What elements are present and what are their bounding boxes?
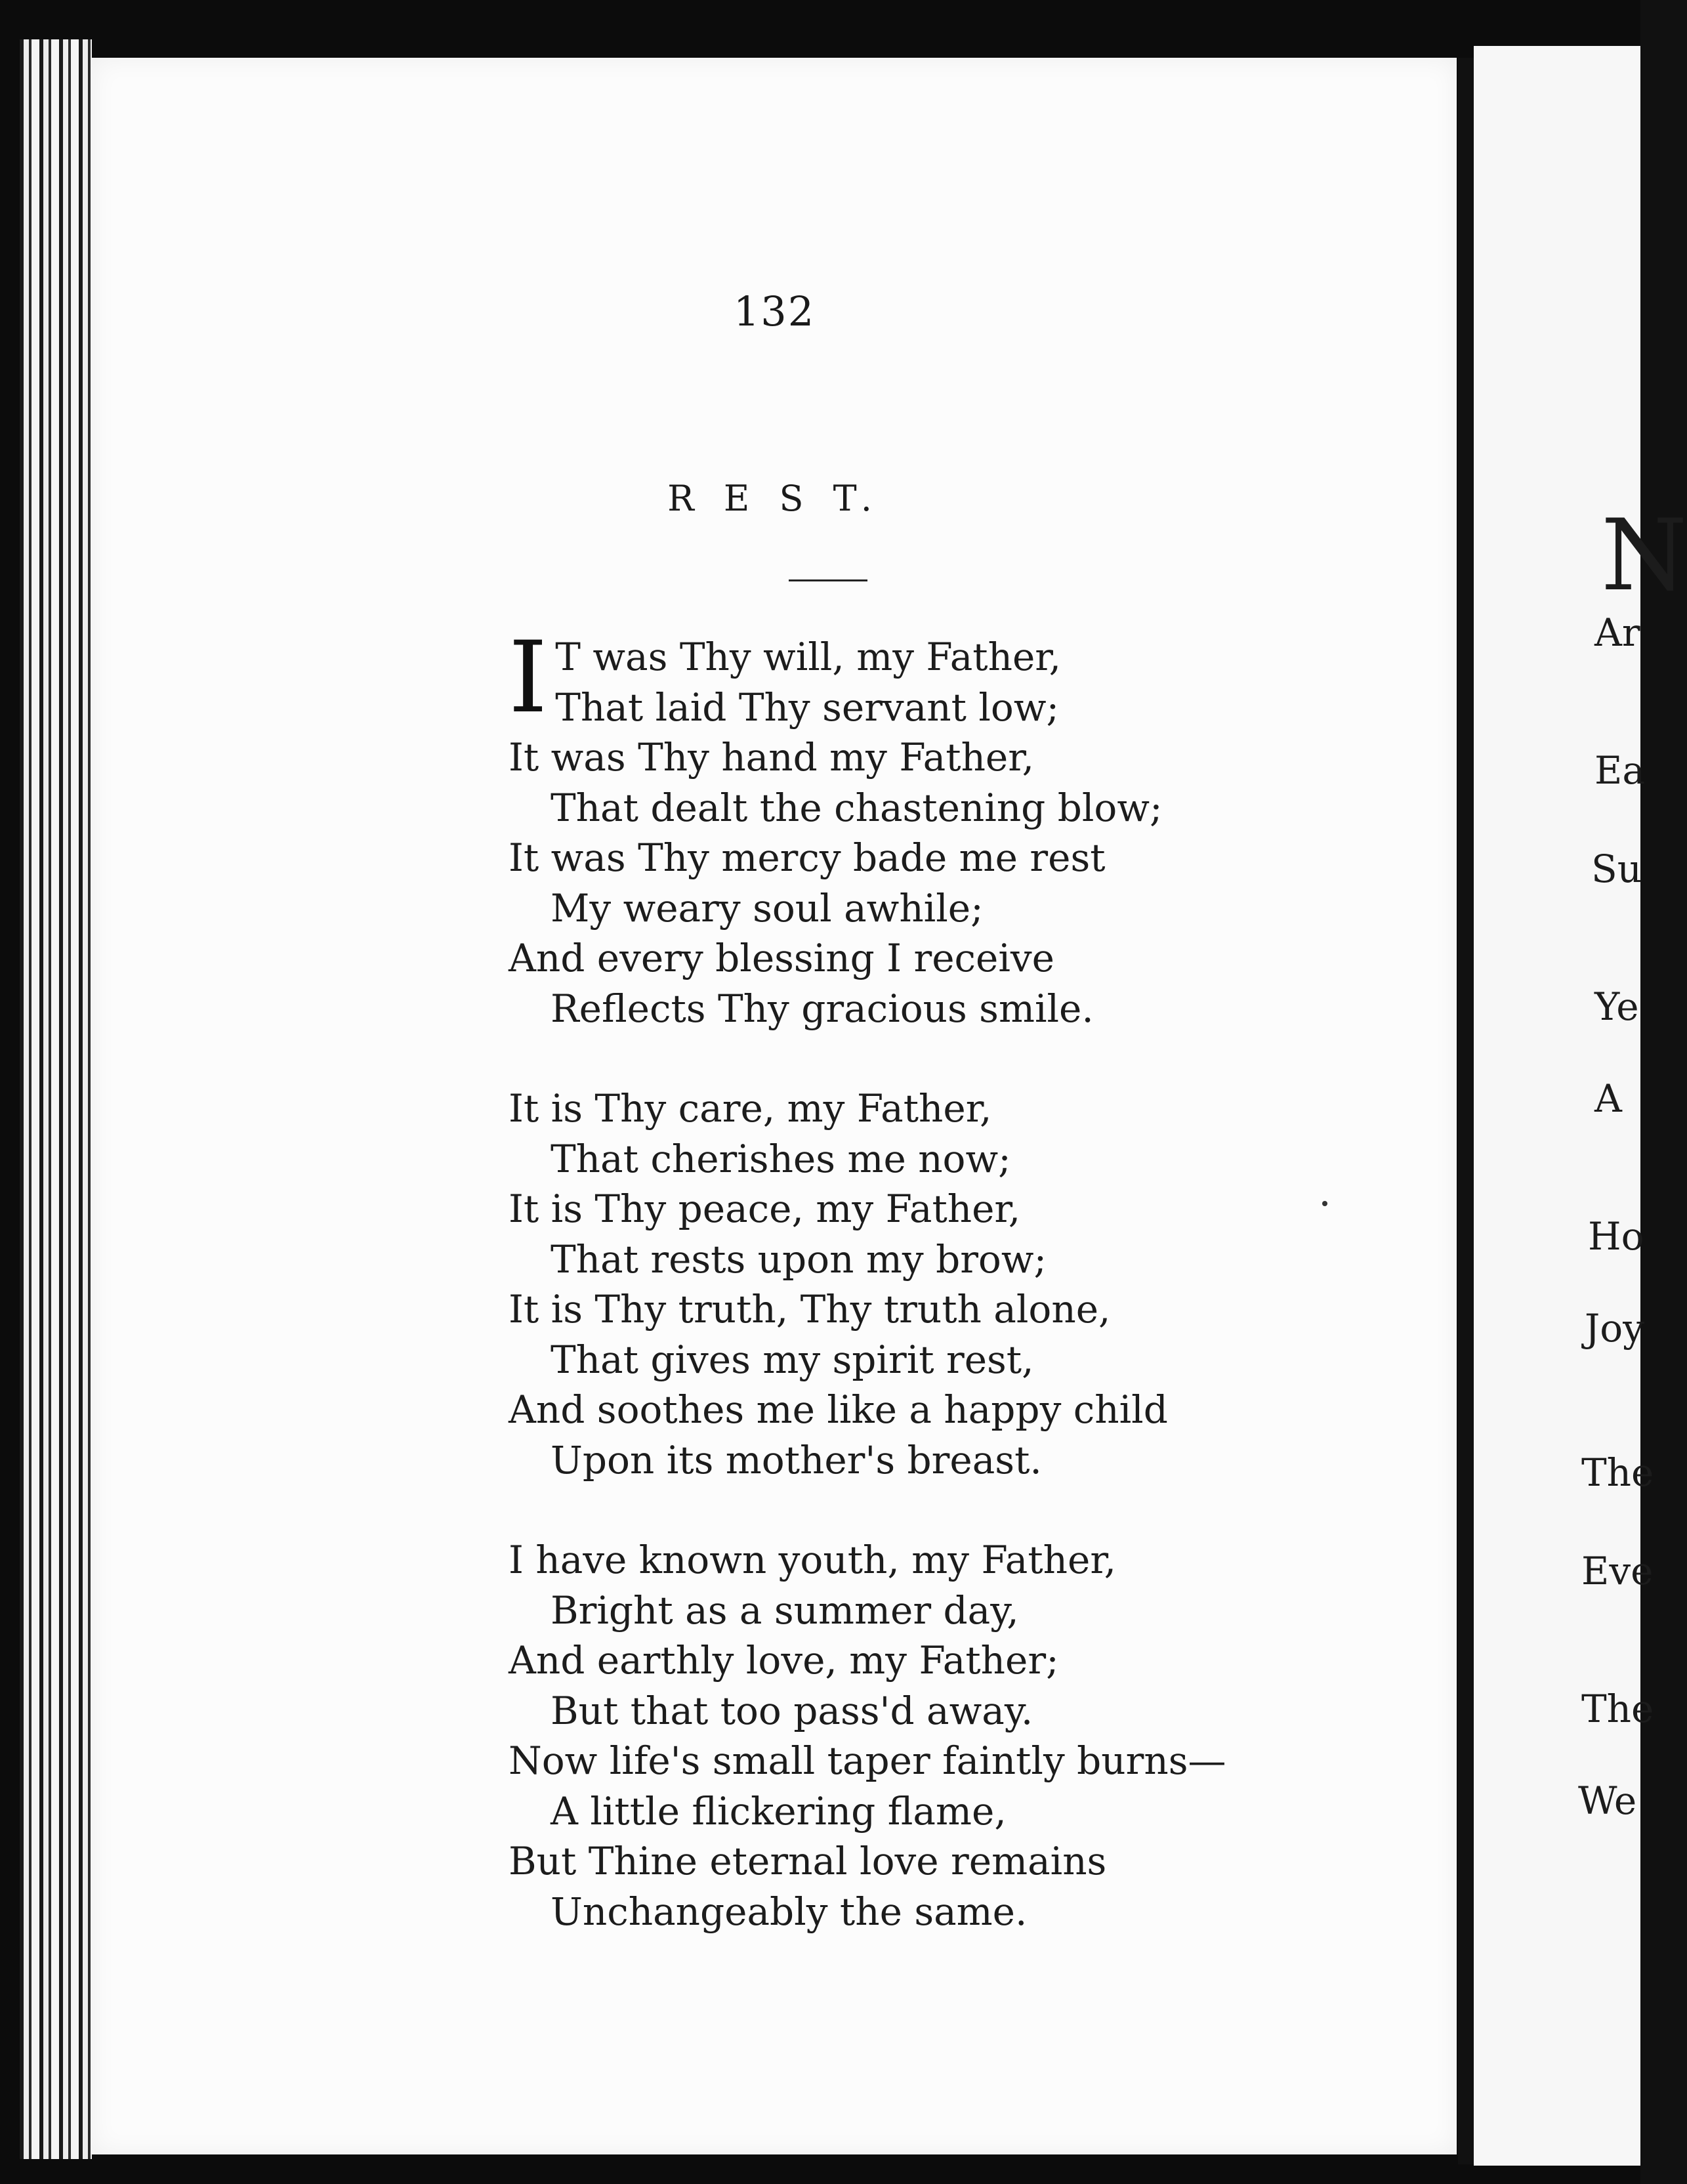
poem-line-text: That gives my spirit rest, — [551, 1337, 1034, 1382]
poem-line — [509, 933, 1427, 984]
facing-page-fragment: We — [1578, 1778, 1637, 1823]
stanza — [509, 1535, 1427, 1937]
poem-line-text: My weary soul awhile; — [551, 885, 984, 931]
page-number: 132 — [733, 287, 816, 335]
poem-line-text: That laid Thy servant low; — [555, 684, 1060, 730]
facing-page-fragment: The — [1581, 1687, 1654, 1731]
poem-line-text: Bright as a summer day, — [551, 1587, 1019, 1633]
poem-line-text: Upon its mother's breast. — [551, 1437, 1042, 1482]
poem-line — [509, 833, 1427, 883]
facing-page-fragment: Eve — [1581, 1549, 1654, 1593]
poem-line — [509, 1435, 1427, 1486]
poem-line — [509, 1586, 1427, 1636]
poem-line — [509, 1836, 1427, 1887]
facing-page-fragment: Ar — [1594, 610, 1640, 655]
poem-line-text: And every blessing I receive — [509, 936, 1054, 980]
poem-line-text: That cherishes me now; — [551, 1136, 1011, 1181]
poem-line — [509, 732, 1427, 783]
poem-line-text: Unchangeably the same. — [551, 1889, 1028, 1934]
poem-line-text: Reflects Thy gracious smile. — [551, 986, 1094, 1031]
poem-body — [509, 621, 1427, 1986]
poem-line-text: It is Thy care, my Father, — [509, 1086, 992, 1131]
poem-line-text: But that too pass'd away. — [551, 1688, 1033, 1733]
poem-line-text: It is Thy truth, Thy truth alone, — [509, 1287, 1111, 1332]
poem-line — [509, 1234, 1427, 1285]
poem-line — [509, 1284, 1427, 1335]
facing-page-fragment: A — [1594, 1076, 1622, 1121]
poem-line — [509, 1686, 1427, 1736]
poem-line — [509, 783, 1427, 833]
poem-line-text: It is Thy peace, my Father, — [509, 1186, 1021, 1231]
stanza — [509, 1083, 1427, 1485]
poem-line — [509, 1635, 1427, 1686]
book-page — [92, 58, 1457, 2154]
poem-line-text: And earthly love, my Father; — [509, 1638, 1059, 1683]
facing-page-fragment: Ye — [1594, 984, 1639, 1029]
facing-page — [1474, 46, 1687, 2166]
poem-title: R E S T. — [667, 478, 881, 519]
poem-line — [509, 682, 1427, 733]
facing-page-fragment: Ho — [1588, 1214, 1644, 1259]
book-edge-strip — [20, 39, 92, 2159]
poem-line — [509, 1385, 1427, 1435]
poem-line-text: But Thine eternal love remains — [509, 1839, 1107, 1883]
poem-line — [509, 1535, 1427, 1586]
poem-line-text: Now life's small taper faintly burns— — [509, 1738, 1226, 1783]
poem-line — [509, 1184, 1427, 1234]
poem-line-text: That rests upon my brow; — [551, 1236, 1047, 1282]
book-gutter — [1458, 58, 1474, 2164]
poem-line-text: It was Thy mercy bade me rest — [509, 835, 1106, 880]
poem-line-text: It was Thy hand my Father, — [509, 735, 1035, 780]
facing-page-fragment: Su — [1591, 847, 1642, 891]
poem-line-text: And soothes me like a happy child — [509, 1387, 1168, 1432]
poem-line — [509, 1887, 1427, 1937]
poem-line — [509, 883, 1427, 934]
poem-line — [509, 1083, 1427, 1134]
poem-line — [509, 1736, 1427, 1786]
facing-page-fragment: N — [1601, 499, 1687, 613]
poem-line-text: T was Thy will, my Father, — [555, 635, 1062, 679]
title-rule — [789, 579, 867, 581]
poem-line-text: I have known youth, my Father, — [509, 1538, 1117, 1582]
poem-line — [509, 984, 1427, 1034]
facing-page-fragment: The — [1581, 1450, 1654, 1495]
poem-line-text: That dealt the chastening blow; — [551, 785, 1163, 830]
poem-line — [509, 1335, 1427, 1385]
stanza — [509, 621, 1427, 1034]
print-speck — [1322, 1201, 1327, 1206]
poem-line-text: A little flickering flame, — [551, 1788, 1007, 1834]
facing-page-fragment: Joy — [1585, 1306, 1644, 1351]
poem-line — [509, 1134, 1427, 1185]
facing-page-fragment: Ea — [1594, 748, 1645, 793]
drop-cap: I — [509, 621, 548, 735]
poem-line — [509, 1786, 1427, 1837]
